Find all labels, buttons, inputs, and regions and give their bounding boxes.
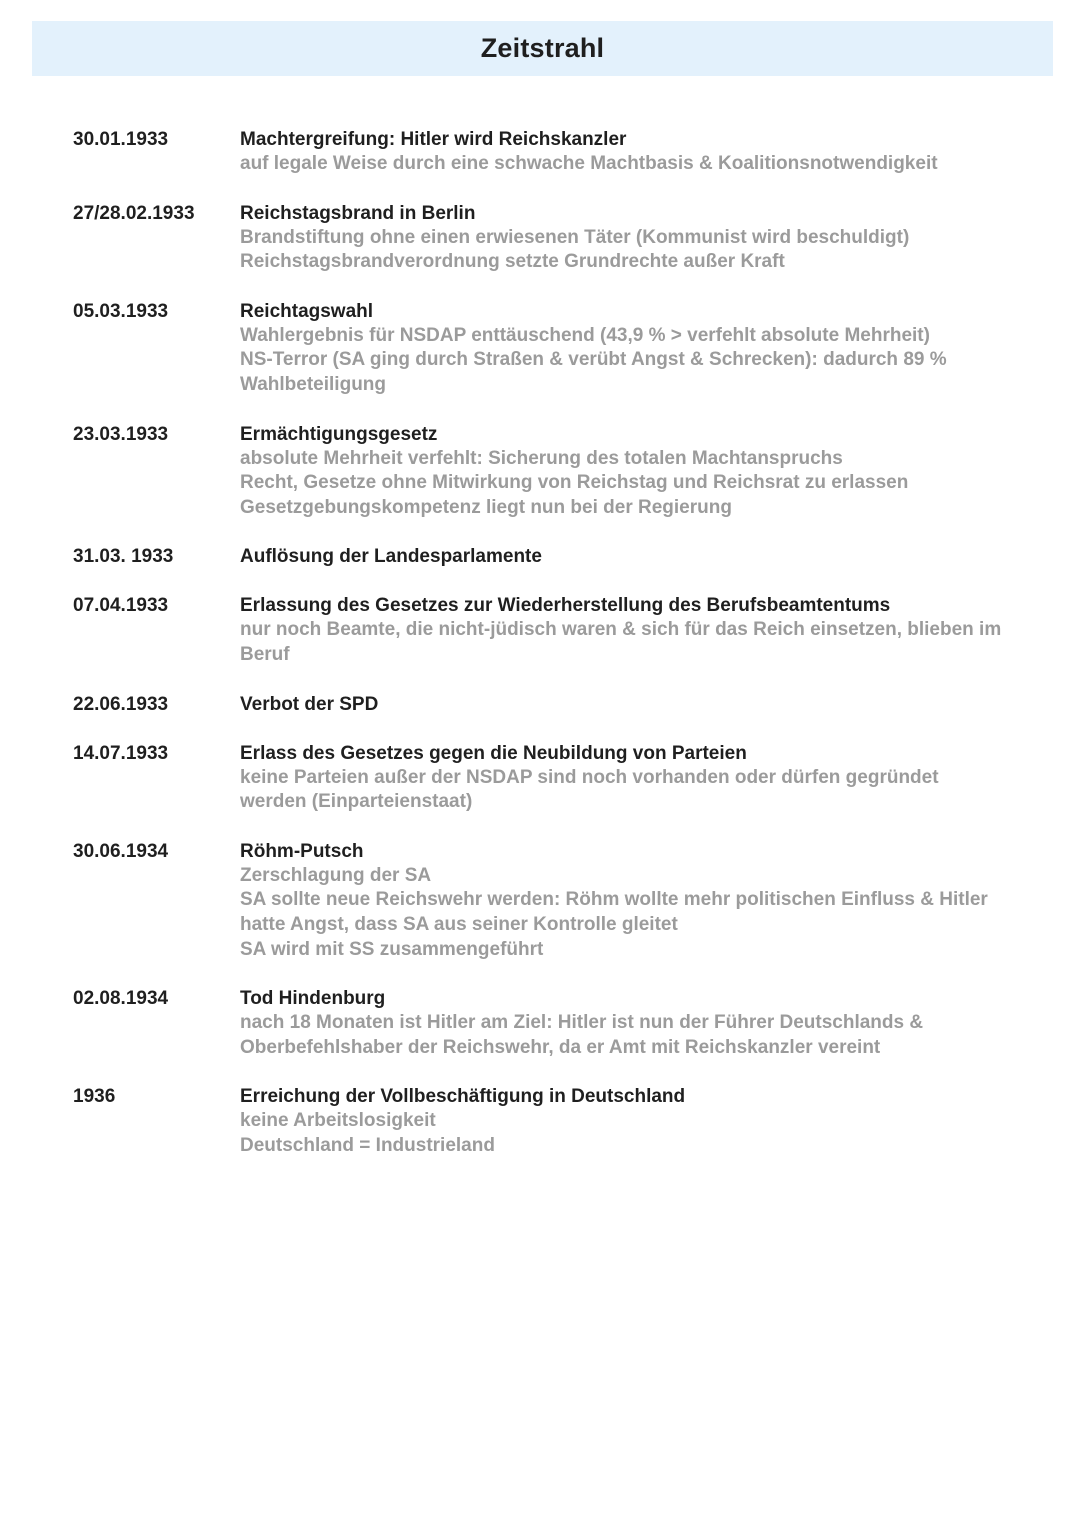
entry-detail-line: nur noch Beamte, die nicht-jüdisch waren & sich für das Reich einsetzen, blieben im (240, 619, 1002, 641)
entry-date: 07.04.1933 (73, 595, 169, 617)
entry-detail-line: werden (Einparteienstaat) (240, 791, 473, 813)
entry-date: 14.07.1933 (73, 742, 169, 764)
entry-content (240, 127, 1045, 177)
timeline-entry (0, 741, 1080, 815)
entry-detail-line: Wahlergebnis für NSDAP enttäuschend (43,9 % > verfehlt absolute Mehrheit) (240, 324, 930, 346)
entry-detail-line: Oberbefehlshaber der Reichswehr, da er Amt mit Reichskanzler vereint (240, 1036, 881, 1058)
entry-detail-line: auf legale Weise durch eine schwache Machtbasis & Koalitionsnotwendigkeit (240, 153, 938, 174)
entry-content (240, 741, 1045, 815)
entry-detail-line: keine Arbeitslosigkeit (240, 1110, 436, 1132)
entry-detail-line: Zerschlagung der SA (240, 864, 432, 886)
entry-detail-line: Wahlbeteiligung (240, 373, 387, 395)
entry-detail-line: Beruf (240, 643, 290, 665)
timeline-entry (0, 1084, 1080, 1158)
entry-heading: Erlass des Gesetzes gegen die Neubildung von Parteien (240, 742, 747, 764)
entry-detail-line: Recht, Gesetze ohne Mitwirkung von Reichstag und Reichsrat zu erlassen (240, 472, 909, 494)
entry-date: 05.03.1933 (73, 300, 169, 322)
entry-heading: Erlassung des Gesetzes zur Wiederherstellung des Berufsbeamtentums (240, 595, 891, 617)
entry-content (240, 422, 1045, 521)
entry-heading: Röhm-Putsch (240, 840, 364, 862)
timeline-entry (0, 839, 1080, 962)
entry-date: 23.03.1933 (73, 423, 169, 445)
entry-detail-line: SA wird mit SS zusammengeführt (240, 938, 544, 960)
entry-date: 1936 (73, 1086, 116, 1108)
entry-detail-line: nach 18 Monaten ist Hitler am Ziel: Hitler ist nun der Führer Deutschlands & (240, 1012, 924, 1034)
entry-heading: Auflösung der Landesparlamente (240, 546, 542, 568)
entry-detail-line: Reichstagsbrandverordnung setzte Grundrechte außer Kraft (240, 251, 785, 273)
entry-heading: Reichstagsbrand in Berlin (240, 202, 476, 224)
entry-content (240, 201, 1045, 275)
timeline-entry (0, 593, 1080, 667)
entry-heading: Erreichung der Vollbeschäftigung in Deutschland (240, 1086, 686, 1108)
timeline-entry (0, 692, 1080, 717)
entry-content (240, 544, 1045, 569)
timeline-entry (0, 986, 1080, 1060)
entry-date: 27/28.02.1933 (73, 202, 195, 224)
entry-detail-line: NS-Terror (SA ging durch Straßen & verübt Angst & Schrecken): dadurch 89 % (240, 349, 947, 371)
entry-detail-line: SA sollte neue Reichswehr werden: Röhm wollte mehr politischen Einfluss & Hitler (240, 889, 988, 911)
entry-content (240, 692, 1045, 717)
entry-heading: Reichtagswahl (240, 300, 374, 322)
page-title: Zeitstrahl (480, 33, 605, 63)
entry-date: 30.01.1933 (73, 129, 169, 150)
entry-content (240, 986, 1045, 1060)
timeline-entry (0, 299, 1080, 398)
entry-content (240, 299, 1045, 398)
entry-heading: Ermächtigungsgesetz (240, 423, 438, 445)
timeline-entry (0, 127, 1080, 177)
entry-detail-line: keine Parteien außer der NSDAP sind noch vorhanden oder dürfen gegründet (240, 766, 939, 788)
entry-detail-line: Deutschland = Industrieland (240, 1134, 495, 1156)
entry-heading: Machtergreifung: Hitler wird Reichskanzler (240, 129, 627, 150)
entry-content (240, 593, 1045, 667)
timeline (0, 127, 1080, 1182)
entry-detail-line: hatte Angst, dass SA aus seiner Kontrolle gleitet (240, 913, 678, 935)
entry-detail-line: Brandstiftung ohne einen erwiesenen Täter (Kommunist wird beschuldigt) (240, 226, 910, 248)
entry-heading: Verbot der SPD (240, 693, 379, 715)
entry-heading: Tod Hindenburg (240, 988, 386, 1010)
entry-content (240, 839, 1045, 962)
timeline-entry (0, 544, 1080, 569)
entry-date: 31.03. 1933 (73, 546, 174, 568)
timeline-entry (0, 201, 1080, 275)
timeline-entry (0, 422, 1080, 521)
entry-date: 02.08.1934 (73, 988, 169, 1010)
entry-date: 30.06.1934 (73, 840, 169, 862)
entry-detail-line: absolute Mehrheit verfehlt: Sicherung des totalen Machtanspruchs (240, 447, 843, 469)
entry-content (240, 1084, 1045, 1158)
title-banner (32, 21, 1053, 76)
entry-date: 22.06.1933 (73, 693, 169, 715)
entry-detail-line: Gesetzgebungskompetenz liegt nun bei der Regierung (240, 496, 732, 518)
